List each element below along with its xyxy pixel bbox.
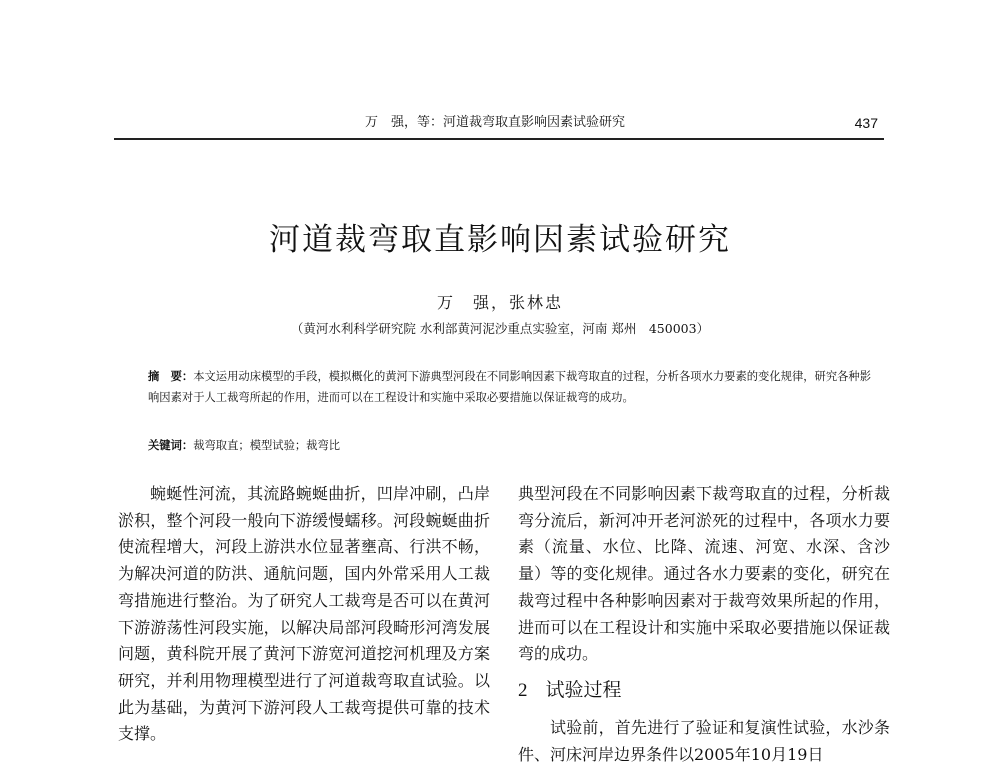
right-column xyxy=(518,481,890,768)
abstract-text: 本文运用动床模型的手段，模拟概化的黄河下游典型河段在不同影响因素下裁弯取直的过程，分析各项水力要素的变化规律，研究各种影响因素对于人工裁弯所起的作用，进而可以在工程设计和实施中采取必要措施以保证裁弯的成功。 xyxy=(148,370,872,404)
header-rule xyxy=(114,138,884,140)
section-paragraph: 试验前，首先进行了验证和复演性试验，水沙条件、河床河岸边界条件以2005年10月19日 xyxy=(518,717,890,764)
section-heading xyxy=(518,676,890,705)
page-number: 437 xyxy=(854,115,878,131)
running-title: 万 强，等：河道裁弯取直影响因素试验研究 xyxy=(365,115,626,130)
affiliation: （黄河水利科学研究院 水利部黄河泥沙重点实验室，河南 郑州 450003） xyxy=(290,321,710,336)
abstract-label: 摘 要： xyxy=(148,369,194,383)
keywords xyxy=(148,436,878,455)
authors: 万 强，张林忠 xyxy=(436,293,563,312)
article-title: 河道裁弯取直影响因素试验研究 xyxy=(269,222,731,258)
abstract xyxy=(148,366,878,408)
left-column xyxy=(118,481,490,748)
keywords-label: 关键词： xyxy=(148,438,194,452)
section-number: 2 xyxy=(518,679,528,701)
keywords-text: 裁弯取直；模型试验；裁弯比 xyxy=(193,439,341,452)
continued-paragraph: 典型河段在不同影响因素下裁弯取直的过程，分析裁弯分流后，新河冲开老河淤死的过程中，各项水力要素（流量、水位、比降、流速、河宽、水深、含沙量）等的变化规律。通过各水力要素的变化，研究在裁弯过程中各种影响因素对于裁弯效果所起的作用，进而可以在工程设计和实施中采取必要措施以保证裁弯的成功。 xyxy=(518,484,890,664)
intro-paragraph: 蜿蜒性河流，其流路蜿蜒曲折，凹岸冲刷，凸岸淤积，整个河段一般向下游缓慢蠕移。河段蜿蜒曲折使流程增大，河段上游洪水位显著壅高、行洪不畅，为解决河道的防洪、通航问题，国内外常采用人工裁弯措施进行整治。为了研究人工裁弯是否可以在黄河下游游荡性河段实施，以解决局部河段畸形河湾发展问题，黄科院开展了黄河下游宽河道挖河机理及方案研究，并利用物理模型进行了河道裁弯取直试验。以此为基础，为黄河下游河段人工裁弯提供可靠的技术支撑。 xyxy=(118,484,490,744)
section-title: 试验过程 xyxy=(545,678,622,701)
